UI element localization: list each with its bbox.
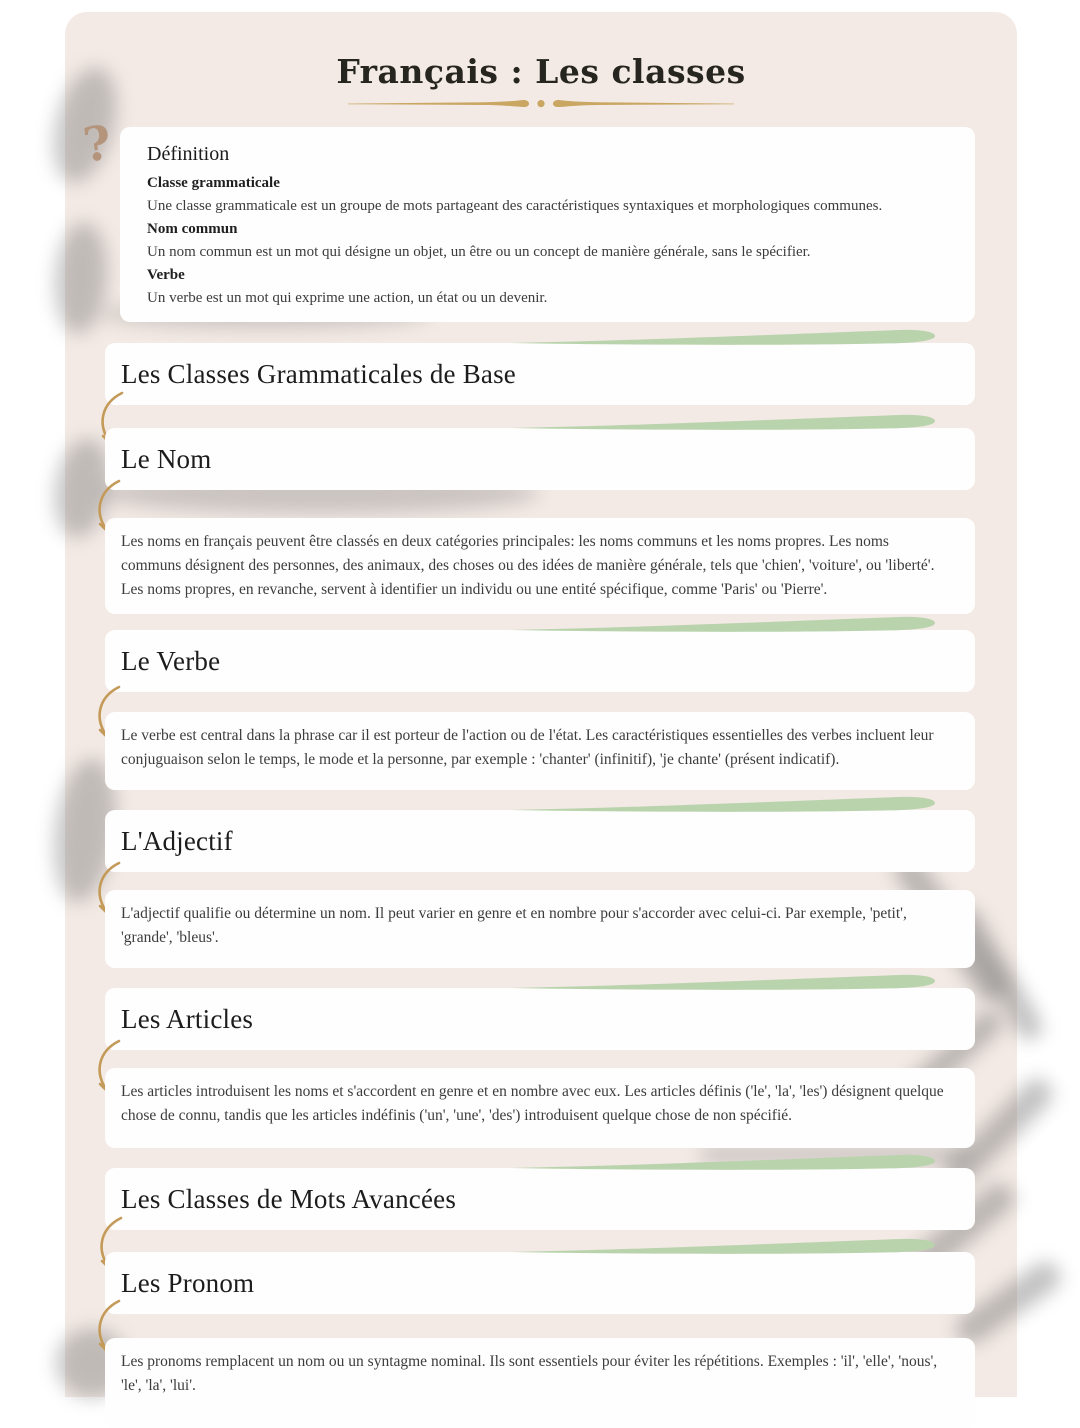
section-heading: Les Pronom <box>121 1267 255 1298</box>
heading-card-classes-avancees <box>105 1168 975 1230</box>
heading-card-classes-de-base <box>105 343 975 405</box>
heading-card-pronom <box>105 1252 975 1314</box>
paragraph-card-verbe <box>105 712 975 790</box>
green-brush-stroke <box>510 972 940 992</box>
definition-text: Une classe grammaticale est un groupe de mots partageant des caractéristiques syntaxiques et morphologiques communes. <box>147 198 883 214</box>
section-heading: Le Verbe <box>121 645 221 676</box>
definition-heading: Définition <box>147 143 230 165</box>
paragraph-card-pronoms <box>105 1338 975 1428</box>
section-paragraph: Les articles introduisent les noms et s'accordent en genre et en nombre avec eux. Les articles définis ('le', 'la', 'les') désignent quelque chose de connu, tandis que les articles indéfinis ('un', 'une', 'des') introduisent quelque chose de non spécifié. <box>121 1083 944 1124</box>
section-paragraph: Les pronoms remplacent un nom ou un syntagme nominal. Ils sont essentiels pour éviter les répétitions. Exemples : 'il', 'elle', 'nous', 'le', 'la', 'lui'. <box>121 1353 938 1394</box>
section-paragraph: Le verbe est central dans la phrase car il est porteur de l'action ou de l'état. Les caractéristiques essentielles des verbes incluent leur conjuguaison selon le temps, le mode et la personne, par exemple : 'chanter' (infinitif), 'je chante' (présent indicatif). <box>121 727 934 768</box>
section-heading: Les Classes de Mots Avancées <box>121 1183 457 1214</box>
question-mark-icon: ? <box>80 115 115 174</box>
section-heading: Les Articles <box>121 1003 254 1034</box>
section-heading: L'Adjectif <box>121 825 233 856</box>
page-title: Français : Les classes <box>336 52 746 91</box>
paragraph-card-articles <box>105 1068 975 1148</box>
heading-card-le-nom <box>105 428 975 490</box>
section-heading: Le Nom <box>121 443 212 474</box>
definition-card <box>120 127 975 322</box>
green-brush-stroke <box>510 1236 940 1256</box>
heading-card-adjectif <box>105 810 975 872</box>
green-brush-stroke <box>510 412 940 432</box>
paragraph-card-adjectif <box>105 890 975 968</box>
section-heading: Les Classes Grammaticales de Base <box>121 358 516 389</box>
green-brush-stroke <box>510 1152 940 1172</box>
green-brush-stroke <box>510 614 940 634</box>
definition-term: Verbe <box>147 267 185 283</box>
heading-card-le-verbe <box>105 630 975 692</box>
definition-term: Classe grammaticale <box>147 175 280 191</box>
green-brush-stroke <box>510 327 940 347</box>
section-paragraph: L'adjectif qualifie ou détermine un nom. Il peut varier en genre et en nombre pour s'accorder avec celui-ci. Par exemple, 'petit', 'grande', 'bleus'. <box>121 905 907 946</box>
paragraph-card-noms <box>105 518 975 614</box>
title-divider-icon <box>346 98 736 110</box>
green-brush-stroke <box>510 794 940 814</box>
section-paragraph: Les noms en français peuvent être classés en deux catégories principales: les noms communs et les noms propres. Les noms communs désignent des personnes, des animaux, des choses ou des idées de manière générale, tels que 'chien', 'voiture', ou 'liberté'. Les noms propres, en revanche, servent à identifier un individu ou une entité spécifique, comme 'Paris' ou 'Pierre'. <box>121 533 935 598</box>
definition-term: Nom commun <box>147 221 238 237</box>
heading-card-articles <box>105 988 975 1050</box>
definition-text: Un verbe est un mot qui exprime une action, un état ou un devenir. <box>147 290 548 306</box>
definition-text: Un nom commun est un mot qui désigne un objet, un être ou un concept de manière générale, sans le spécifier. <box>147 244 811 260</box>
